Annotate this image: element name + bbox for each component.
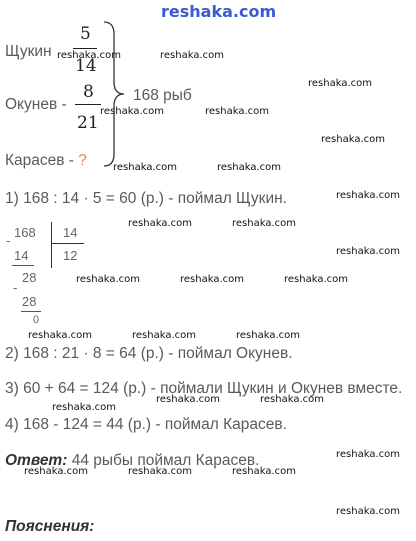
karasev-unknown: ? <box>78 152 87 169</box>
site-title[interactable]: reshaka.com <box>161 2 277 21</box>
total-fish: 168 рыб <box>133 87 192 104</box>
watermark: reshaka.com <box>236 330 300 341</box>
division-underline-2 <box>21 311 41 312</box>
watermark: reshaka.com <box>128 466 192 477</box>
step-2: 2) 168 : 21 · 8 = 64 (р.) - поймал Окунев. <box>5 345 293 362</box>
watermark: reshaka.com <box>100 106 164 117</box>
explanations-heading: Пояснения: <box>5 518 95 535</box>
watermark: reshaka.com <box>52 402 116 413</box>
watermark: reshaka.com <box>217 162 281 173</box>
watermark: reshaka.com <box>132 330 196 341</box>
step-1: 1) 168 : 14 · 5 = 60 (р.) - поймал Щукин. <box>5 190 287 207</box>
watermark: reshaka.com <box>113 162 177 173</box>
step-3: 3) 60 + 64 = 124 (р.) - поймали Щукин и Окунев вместе. <box>5 380 403 397</box>
watermark: reshaka.com <box>321 134 385 145</box>
step-4: 4) 168 - 124 = 44 (р.) - поймал Карасев. <box>5 416 287 433</box>
karasev-label <box>5 152 87 170</box>
division-remainder-2: 0 <box>33 314 40 326</box>
watermark: reshaka.com <box>232 466 296 477</box>
watermark: reshaka.com <box>336 449 400 460</box>
shchukin-fraction-line <box>73 48 97 49</box>
karasev-label-text: Карасев - <box>5 152 74 169</box>
division-vertical-line <box>51 222 52 268</box>
division-subtrahend-1: 14 <box>14 248 29 263</box>
watermark: reshaka.com <box>336 246 400 257</box>
okunev-label: Окунев - <box>5 96 67 113</box>
watermark: reshaka.com <box>57 50 121 61</box>
division-quotient: 12 <box>63 248 78 263</box>
watermark: reshaka.com <box>308 78 372 89</box>
watermark: reshaka.com <box>336 190 400 201</box>
watermark: reshaka.com <box>24 466 88 477</box>
division-subtrahend-2: 28 <box>22 294 37 309</box>
watermark: reshaka.com <box>156 394 220 405</box>
division-minus-1: - <box>6 233 11 248</box>
okunev-fraction-line <box>75 104 101 105</box>
watermark: reshaka.com <box>160 50 224 61</box>
shchukin-fraction-denominator: 14 <box>75 56 97 76</box>
watermark: reshaka.com <box>205 106 269 117</box>
watermark: reshaka.com <box>284 274 348 285</box>
curly-brace-icon <box>100 20 130 170</box>
okunev-fraction-denominator: 21 <box>77 113 99 133</box>
answer-label: Ответ: <box>5 452 68 469</box>
answer-text: 44 рыбы поймал Карасев. <box>71 452 260 469</box>
division-remainder-1: 28 <box>22 270 37 285</box>
shchukin-fraction-numerator: 5 <box>80 24 91 44</box>
watermark: reshaka.com <box>128 218 192 229</box>
watermark: reshaka.com <box>180 274 244 285</box>
division-divisor: 14 <box>63 225 78 240</box>
watermark: reshaka.com <box>232 218 296 229</box>
watermark: reshaka.com <box>336 506 400 517</box>
division-minus-2: - <box>13 280 18 295</box>
division-dividend: 168 <box>14 225 36 240</box>
division-underline-1 <box>12 265 34 266</box>
shchukin-label: Щукин <box>5 43 52 60</box>
watermark: reshaka.com <box>76 274 140 285</box>
okunev-fraction-numerator: 8 <box>83 82 94 102</box>
division-horizontal-line <box>51 243 84 244</box>
watermark: reshaka.com <box>260 394 324 405</box>
watermark: reshaka.com <box>28 330 92 341</box>
